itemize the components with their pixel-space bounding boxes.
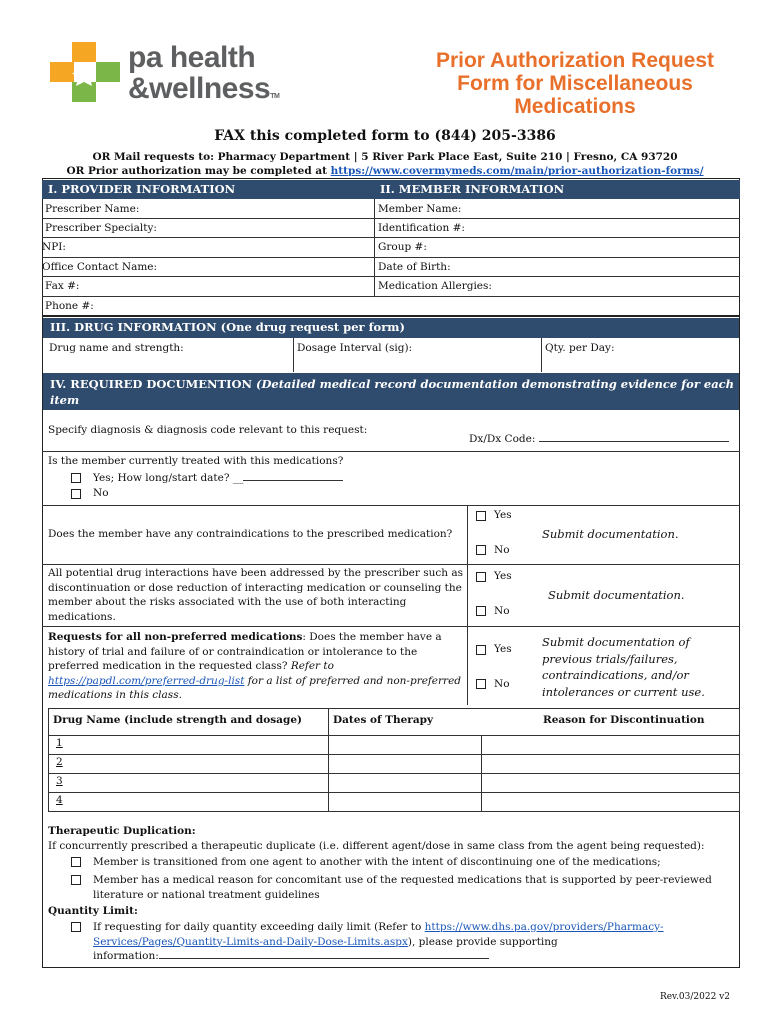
treated-yes-text: Yes; How long/start date? __ bbox=[93, 472, 244, 484]
interactions-note: Submit documentation. bbox=[548, 588, 685, 602]
logo-tm: TM bbox=[270, 93, 280, 100]
diagnosis-label: Specify diagnosis & diagnosis code relevant to this request: bbox=[48, 424, 368, 436]
duplication-option1-label: Member is transitioned from one agent to another with the intent of discontinuing one of the medications; bbox=[93, 856, 661, 868]
table-row[interactable]: 3 bbox=[56, 775, 63, 787]
treated-no-checkbox[interactable] bbox=[71, 489, 81, 499]
row-line bbox=[42, 505, 740, 506]
interactions-no-checkbox[interactable] bbox=[476, 606, 486, 616]
contra-yes-checkbox[interactable] bbox=[476, 511, 486, 521]
info-divider bbox=[374, 199, 375, 297]
treated-no-label: No bbox=[93, 487, 109, 499]
quantity-info-field[interactable] bbox=[159, 949, 489, 959]
logo-cross-icon bbox=[48, 40, 122, 106]
quantity-suffix: ), please provide supporting bbox=[407, 935, 558, 948]
dx-code-field[interactable] bbox=[469, 432, 729, 445]
nonpreferred-text bbox=[48, 630, 466, 703]
interactions-yes-checkbox[interactable] bbox=[476, 572, 486, 582]
table-row-line bbox=[48, 735, 740, 736]
row-line bbox=[42, 296, 740, 297]
provider-header: I. PROVIDER INFORMATION bbox=[48, 182, 236, 196]
therapy-header-reason: Reason for Discontinuation bbox=[543, 714, 705, 726]
row-line bbox=[42, 237, 740, 238]
interactions-no-label: No bbox=[494, 605, 510, 617]
prior-auth-prefix: OR Prior authorization may be completed at bbox=[66, 165, 331, 177]
quantity-info-label: information: bbox=[93, 950, 159, 962]
fax-field[interactable]: Fax #: bbox=[45, 280, 80, 292]
prior-auth-instruction bbox=[0, 165, 770, 177]
quantity-text bbox=[93, 920, 713, 964]
treated-yes-checkbox[interactable] bbox=[71, 473, 81, 483]
group-field[interactable]: Group #: bbox=[378, 241, 427, 253]
contra-yes-label: Yes bbox=[494, 509, 512, 521]
table-row[interactable]: 2 bbox=[56, 756, 63, 768]
phone-field[interactable]: Phone #: bbox=[45, 300, 94, 312]
drug-divider bbox=[293, 338, 294, 372]
nonpref-tail: for a list of preferred and non-preferred medications in this class. bbox=[48, 674, 461, 701]
office-contact-field[interactable]: Office Contact Name: bbox=[42, 261, 158, 273]
dx-code-label: Dx/Dx Code: bbox=[469, 433, 536, 445]
row-line bbox=[42, 626, 740, 627]
prescriber-specialty-field[interactable]: Prescriber Specialty: bbox=[45, 222, 157, 234]
member-name-field[interactable]: Member Name: bbox=[378, 203, 462, 215]
drug-name-field[interactable]: Drug name and strength: bbox=[49, 342, 184, 354]
title-line3: Medications bbox=[514, 95, 636, 118]
logo-line2: &wellness bbox=[128, 72, 271, 105]
table-row-line bbox=[48, 792, 740, 793]
title-line1: Prior Authorization Request bbox=[435, 49, 715, 72]
quantity-checkbox[interactable] bbox=[71, 922, 81, 932]
drug-info-header: III. DRUG INFORMATION (One drug request per form) bbox=[50, 320, 405, 334]
table-row[interactable]: 4 bbox=[56, 794, 63, 806]
table-row-line bbox=[48, 754, 740, 755]
row-line bbox=[42, 257, 740, 258]
npi-field[interactable]: NPI: bbox=[42, 241, 66, 253]
required-header-bold: IV. REQUIRED DOCUMENTION bbox=[50, 377, 256, 391]
therapeutic-intro: If concurrently prescribed a therapeutic duplicate (i.e. different agent/dose in same class from the agent being requested): bbox=[48, 840, 705, 852]
therapy-header-drug: Drug Name (include strength and dosage) bbox=[53, 714, 302, 726]
fax-instruction: FAX this completed form to (844) 205-3386 bbox=[214, 128, 556, 144]
contra-no-label: No bbox=[494, 544, 510, 556]
duplication-option1-checkbox[interactable] bbox=[71, 857, 81, 867]
required-header-italic2: must be submitted with prior authorization request) bbox=[50, 409, 389, 423]
therapy-header-dates: Dates of Therapy bbox=[333, 714, 434, 726]
therapeutic-heading: Therapeutic Duplication: bbox=[48, 825, 196, 837]
quantity-limits-link[interactable]: https://www.dhs.pa.gov/providers/Pharmacy-Services/Pages/Quantity-Limits-and-Daily-Dose-Limits.aspx bbox=[93, 921, 664, 948]
preferred-drug-list-link[interactable]: https://papdl.com/preferred-drug-list bbox=[48, 674, 245, 687]
quantity-heading: Quantity Limit: bbox=[48, 905, 138, 917]
treated-yes-label bbox=[93, 471, 343, 484]
title-line2: Form for Miscellaneous bbox=[457, 72, 693, 95]
contra-no-checkbox[interactable] bbox=[476, 545, 486, 555]
revision-label: Rev.03/2022 v2 bbox=[659, 992, 730, 1002]
row-line bbox=[42, 276, 740, 277]
nonpref-note: Submit documentation of previous trials/failures, contraindications, and/or intolerances or current use. bbox=[542, 635, 705, 699]
quantity-prefix: If requesting for daily quantity exceeding daily limit (Refer to bbox=[93, 921, 425, 933]
logo bbox=[48, 40, 298, 106]
required-doc-header bbox=[50, 376, 736, 424]
nonpref-yes-checkbox[interactable] bbox=[476, 645, 486, 655]
treated-question: Is the member currently treated with this medications? bbox=[48, 455, 344, 467]
covermymeds-link[interactable]: https://www.covermymeds.com/main/prior-authorization-forms/ bbox=[330, 165, 704, 177]
contra-note: Submit documentation. bbox=[542, 527, 679, 541]
nonpref-no-checkbox[interactable] bbox=[476, 679, 486, 689]
nonpref-body: : Does the member have a history of trial and failure of or contraindication or intolerance to the preferred medication in the requested class? bbox=[48, 631, 442, 672]
duplication-option2-checkbox[interactable] bbox=[71, 875, 81, 885]
row-line bbox=[42, 451, 740, 452]
contraindications-question: Does the member have any contraindications to the prescribed medication? bbox=[48, 528, 453, 540]
table-row-line bbox=[48, 773, 740, 774]
logo-text bbox=[128, 42, 279, 112]
form-title bbox=[410, 49, 740, 118]
table-divider bbox=[328, 708, 329, 812]
interactions-yes-label: Yes bbox=[494, 570, 512, 582]
required-header-italic1: (Detailed medical record documentation demonstrating evidence for each item bbox=[50, 377, 735, 407]
nonpref-refer: Refer to bbox=[290, 660, 334, 672]
mail-instruction: OR Mail requests to: Pharmacy Department | 5 River Park Place East, Suite 210 | Fresno, CA 93720 bbox=[92, 151, 678, 163]
prescriber-name-field[interactable]: Prescriber Name: bbox=[45, 203, 140, 215]
member-header: II. MEMBER INFORMATION bbox=[380, 182, 565, 196]
logo-line1: pa health bbox=[128, 41, 256, 74]
medication-allergies-field[interactable]: Medication Allergies: bbox=[378, 280, 492, 292]
nonpref-no-label: No bbox=[494, 678, 510, 690]
drug-divider bbox=[541, 338, 542, 372]
table-row[interactable]: 1 bbox=[56, 737, 63, 749]
date-of-birth-field[interactable]: Date of Birth: bbox=[378, 261, 451, 273]
nonpref-yes-label: Yes bbox=[494, 643, 512, 655]
dosage-interval-field[interactable]: Dosage Interval (sig): bbox=[297, 342, 413, 354]
row-line bbox=[42, 564, 740, 565]
qty-per-day-field[interactable]: Qty. per Day: bbox=[545, 342, 615, 354]
identification-field[interactable]: Identification #: bbox=[378, 222, 465, 234]
duplication-option2-label: Member has a medical reason for concomitant use of the requested medications that is supported by peer-reviewed literature or national treatment guidelines bbox=[93, 874, 712, 901]
nonpref-bold: Requests for all non-preferred medications bbox=[48, 631, 303, 643]
interactions-text: All potential drug interactions have been addressed by the prescriber such as discontinuation or dose reduction of interacting medication or counseling the member about the risks associated with the use of both interacting medications. bbox=[48, 567, 464, 623]
row-line bbox=[42, 218, 740, 219]
answer-divider bbox=[467, 505, 468, 705]
